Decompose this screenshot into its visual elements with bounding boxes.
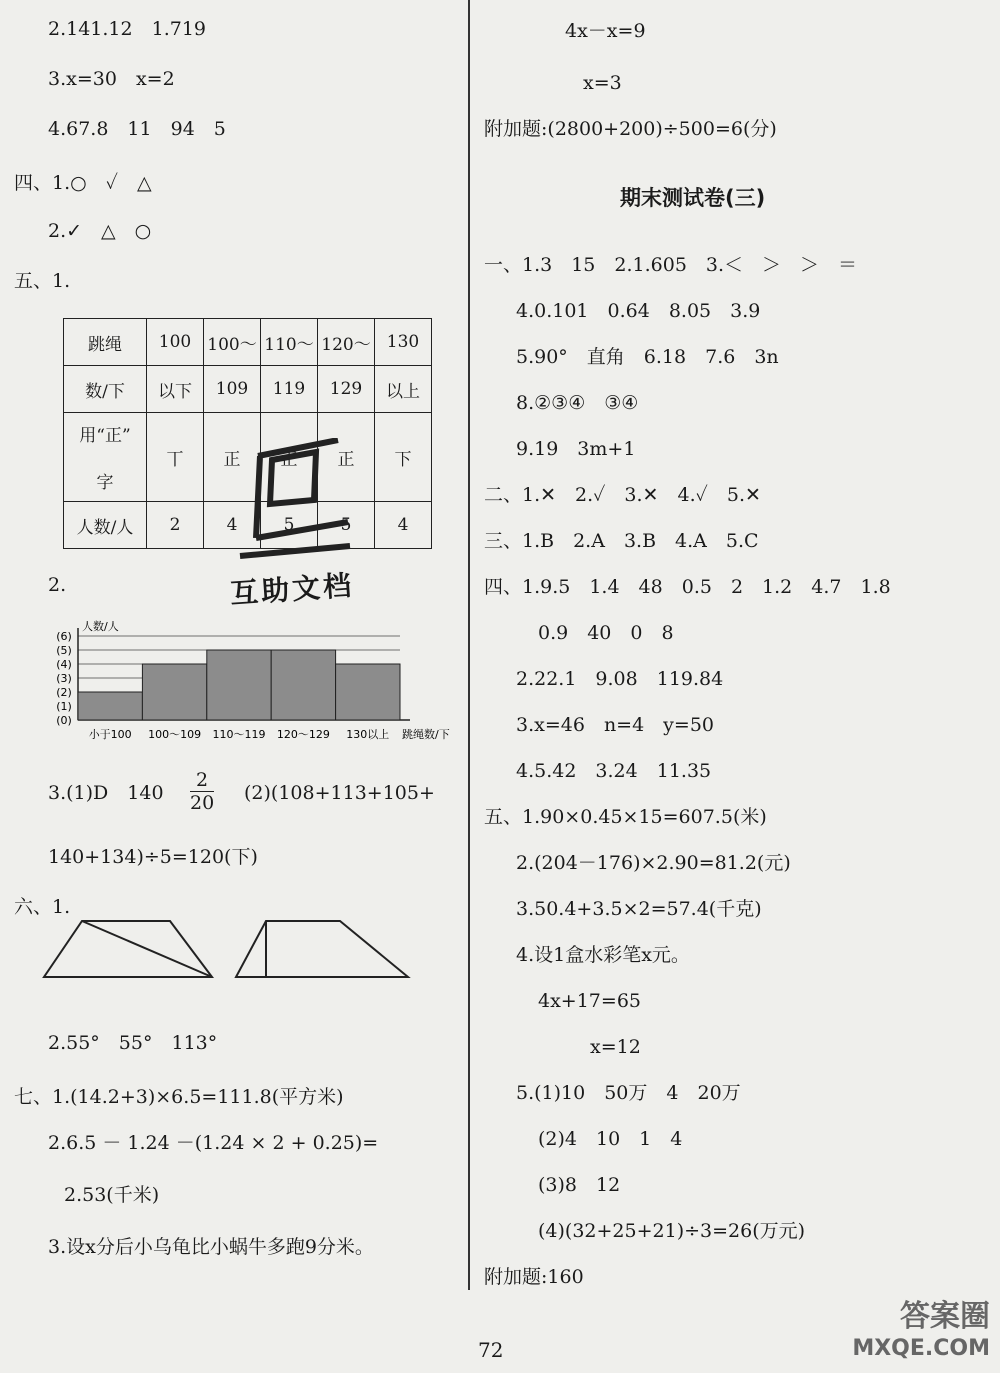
fraction xyxy=(190,769,214,814)
right-line-1: 4x－x=9 xyxy=(565,20,646,42)
right-line-19: 4.设1盒水彩笔x元。 xyxy=(516,944,690,966)
table-header-2: 数/下 xyxy=(64,366,147,413)
page-number: 72 xyxy=(478,1338,504,1362)
left-line-8-post: (2)(108+113+105+ xyxy=(244,782,435,804)
table-row-count: 人数/人 xyxy=(64,502,147,549)
y-tick-label: (1) xyxy=(56,700,72,713)
chart-bar xyxy=(336,664,400,720)
y-tick-label: (2) xyxy=(56,686,72,699)
x-tick-label: 小于100 xyxy=(88,728,132,741)
corner-watermark-url: MXQE.COM xyxy=(852,1336,990,1361)
right-line-14: 3.x=46 n=4 y=50 xyxy=(516,714,715,736)
right-line-26: 附加题:160 xyxy=(484,1266,584,1288)
left-line-7: 2. xyxy=(48,574,67,596)
y-tick-label: (5) xyxy=(56,644,72,657)
x-axis-label: 跳绳数/下 xyxy=(402,728,450,741)
table-cell: 130 xyxy=(375,319,432,366)
right-line-25: (4)(32+25+21)÷3=26(万元) xyxy=(538,1220,806,1242)
right-line-5: 4.0.101 0.64 8.05 3.9 xyxy=(516,300,761,322)
right-line-22: 5.(1)10 50万 4 20万 xyxy=(516,1082,741,1104)
left-line-8-pre: 3.(1)D 140 xyxy=(48,782,164,804)
corner-watermark xyxy=(852,1301,990,1365)
table-header-1: 跳绳 xyxy=(64,319,147,366)
tally-cell: 正 xyxy=(318,413,375,502)
fraction-denominator: 20 xyxy=(190,792,215,814)
trapezoid-figures xyxy=(40,915,460,985)
left-line-15: 3.设x分后小乌龟比小蜗牛多跑9分米。 xyxy=(48,1236,374,1258)
left-line-2: 3.x=30 x=2 xyxy=(48,68,175,90)
left-line-11: 2.55° 55° 113° xyxy=(48,1032,218,1054)
table-cell: 110～ xyxy=(261,319,318,366)
left-line-3: 4.67.8 11 94 5 xyxy=(48,118,226,140)
left-line-6: 五、1. xyxy=(14,270,71,292)
y-tick-label: (4) xyxy=(56,658,72,671)
table-cell: 100～ xyxy=(204,319,261,366)
left-line-1: 2.141.12 1.719 xyxy=(48,18,207,40)
right-line-4: 一、1.3 15 2.1.605 3.＜ ＞ ＞ ＝ xyxy=(484,254,858,276)
fraction-numerator: 2 xyxy=(190,769,214,792)
left-line-4: 四、1.○ ✓ △ xyxy=(14,172,152,194)
left-line-9: 140+134)÷5=120(下) xyxy=(48,846,258,868)
table-cell: 100 xyxy=(147,319,204,366)
right-line-23: (2)4 10 1 4 xyxy=(538,1128,683,1150)
count-cell: 2 xyxy=(147,502,204,549)
right-line-15: 4.5.42 3.24 11.35 xyxy=(516,760,712,782)
x-tick-label: 110～119 xyxy=(212,728,266,741)
right-line-3: 附加题:(2800+200)÷500=6(分) xyxy=(484,118,777,140)
table-cell: 以下 xyxy=(147,366,204,413)
x-tick-label: 100～109 xyxy=(148,728,202,741)
right-line-10: 三、1.B 2.A 3.B 4.A 5.C xyxy=(484,530,759,552)
table-cell: 120～ xyxy=(318,319,375,366)
right-line-7: 8.②③④ ③④ xyxy=(516,392,639,414)
right-line-16: 五、1.90×0.45×15=607.5(米) xyxy=(484,806,767,828)
y-axis-label: 人数/人 xyxy=(82,620,119,633)
chart-bar xyxy=(207,650,271,720)
count-cell: 4 xyxy=(204,502,261,549)
count-cell: 5 xyxy=(318,502,375,549)
right-line-11: 四、1.9.5 1.4 48 0.5 2 1.2 4.7 1.8 xyxy=(484,576,891,598)
right-line-12: 0.9 40 0 8 xyxy=(538,622,674,644)
section-title: 期末测试卷(三) xyxy=(620,186,766,210)
right-line-6: 5.90° 直角 6.18 7.6 3n xyxy=(516,346,779,368)
table-cell: 119 xyxy=(261,366,318,413)
right-line-24: (3)8 12 xyxy=(538,1174,621,1196)
chart-bar xyxy=(271,650,335,720)
tally-cell: 正 xyxy=(261,413,318,502)
left-line-5: 2.✓ △ ○ xyxy=(48,220,152,242)
tally-cell: 丅 xyxy=(147,413,204,502)
y-tick-label: (6) xyxy=(56,630,72,643)
left-line-12: 七、1.(14.2+3)×6.5=111.8(平方米) xyxy=(14,1086,344,1108)
x-tick-label: 120～129 xyxy=(276,728,330,741)
table-cell: 109 xyxy=(204,366,261,413)
y-tick-label: (3) xyxy=(56,672,72,685)
table-row-label: 用“正” 字 xyxy=(64,413,147,502)
right-line-17: 2.(204－176)×2.90=81.2(元) xyxy=(516,852,791,874)
left-line-14: 2.53(千米) xyxy=(64,1184,160,1206)
jump-rope-bar-chart xyxy=(40,618,470,748)
x-tick-label: 130以上 xyxy=(346,728,390,741)
right-line-9: 二、1.✕ 2.✓ 3.✕ 4.✓ 5.✕ xyxy=(484,484,761,506)
tally-cell: 下 xyxy=(375,413,432,502)
right-line-2: x=3 xyxy=(583,72,622,94)
corner-watermark-title: 答案圈 xyxy=(900,1299,990,1334)
right-line-13: 2.22.1 9.08 119.84 xyxy=(516,668,724,690)
count-cell: 4 xyxy=(375,502,432,549)
chart-bar xyxy=(142,664,206,720)
left-line-13: 2.6.5 － 1.24 －(1.24 × 2 + 0.25)= xyxy=(48,1132,379,1154)
left-line-10: 六、1. xyxy=(14,896,71,918)
chart-bar xyxy=(78,692,142,720)
table-cell: 129 xyxy=(318,366,375,413)
watermark-text: 互助文档 xyxy=(229,568,356,611)
right-line-18: 3.50.4+3.5×2=57.4(千克) xyxy=(516,898,762,920)
y-tick-label: (0) xyxy=(56,714,72,727)
right-line-20: 4x+17=65 xyxy=(538,990,641,1012)
right-line-8: 9.19 3m+1 xyxy=(516,438,636,460)
tally-cell: 正 xyxy=(204,413,261,502)
table-cell: 以上 xyxy=(375,366,432,413)
right-line-21: x=12 xyxy=(590,1036,641,1058)
count-cell: 5 xyxy=(261,502,318,549)
